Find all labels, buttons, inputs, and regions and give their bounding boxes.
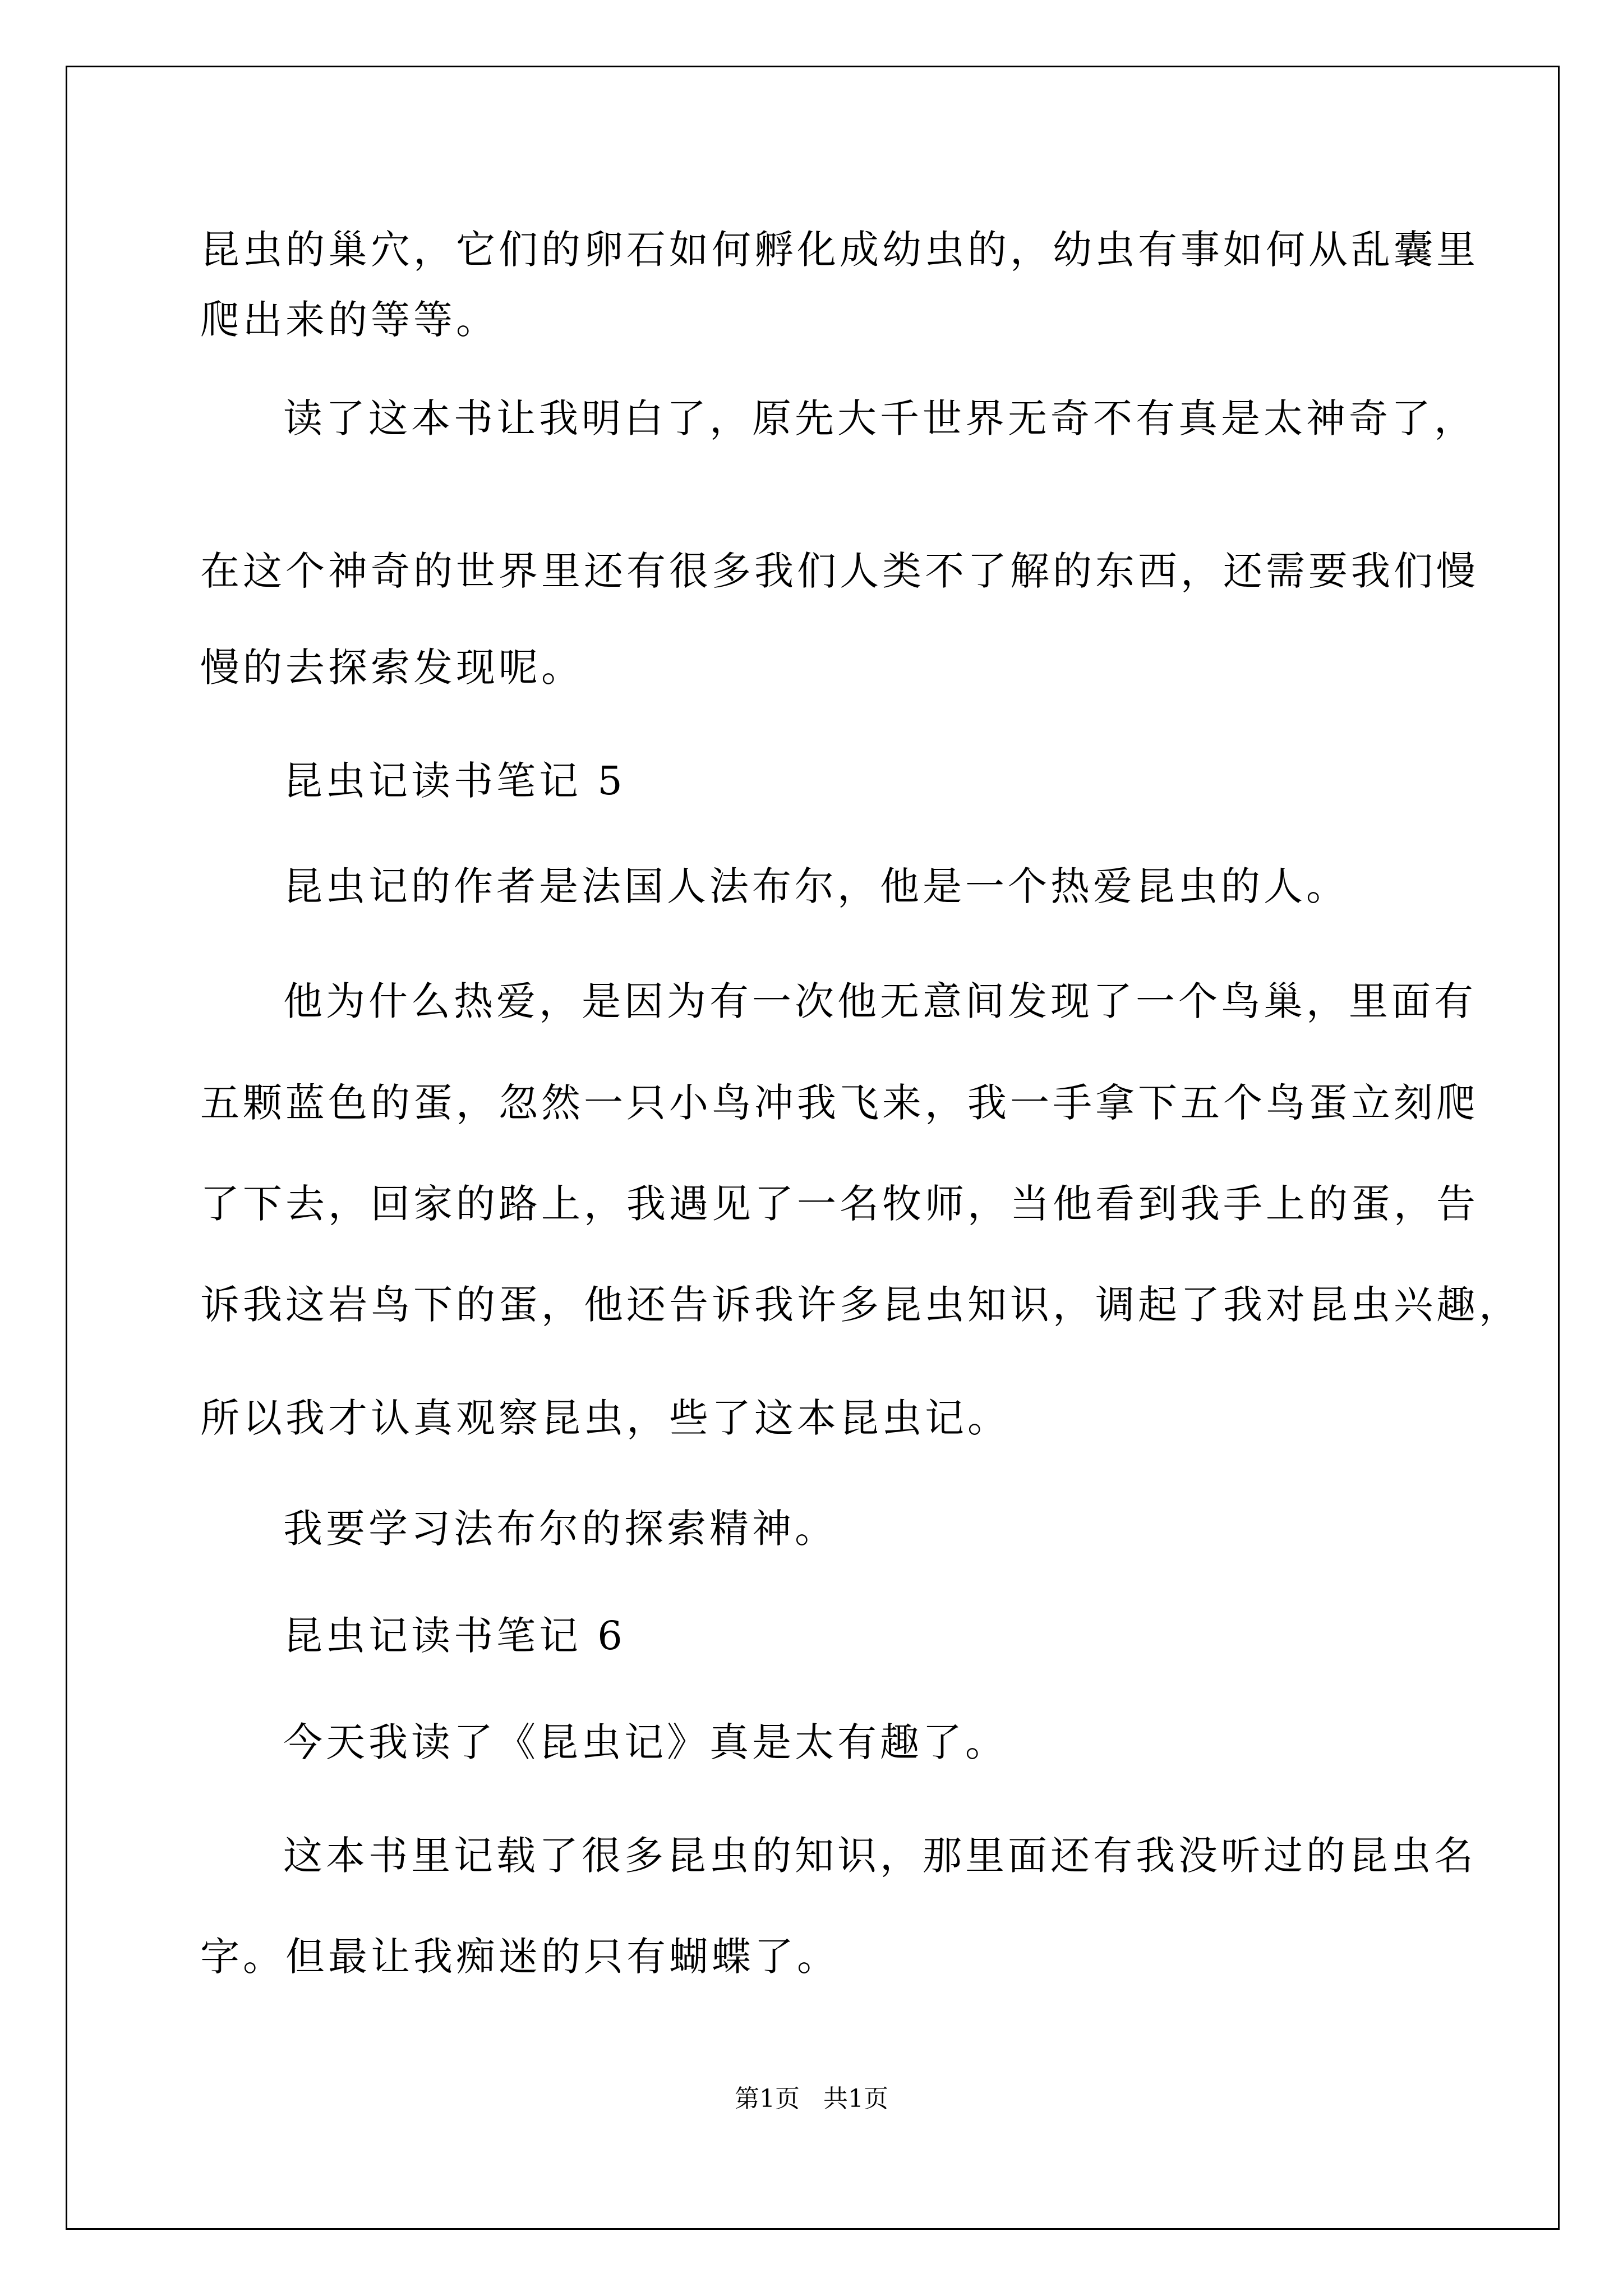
paragraph-start-line: 昆虫记的作者是法国人法布尔，他是一个热爱昆虫的人。 [283,863,1349,909]
text-line: 昆虫的巢穴，它们的卵石如何孵化成幼虫的，幼虫有事如何从乱囊里 [200,227,1479,273]
page-footer: 第1页 共1页 [735,2085,888,2113]
text-line: 诉我这岩鸟下的蛋，他还告诉我许多昆虫知识，调起了我对昆虫兴趣， [200,1282,1521,1328]
text-line: 了下去，回家的路上，我遇见了一名牧师，当他看到我手上的蛋，告 [200,1181,1479,1227]
paragraph-start-line: 我要学习法布尔的探索精神。 [283,1506,837,1552]
section-heading-6: 昆虫记读书笔记 6 [283,1613,626,1659]
text-line: 爬出来的等等。 [200,297,499,343]
paragraph-start-line: 这本书里记载了很多昆虫的知识，那里面还有我没听过的昆虫名 [283,1833,1477,1879]
paragraph-start-line: 他为什么热爱，是因为有一次他无意间发现了一个鸟巢，里面有 [283,978,1477,1024]
section-heading-5: 昆虫记读书笔记 5 [283,758,626,804]
text-line: 在这个神奇的世界里还有很多我们人类不了解的东西，还需要我们慢 [200,548,1479,594]
paragraph-start-line: 读了这本书让我明白了，原先大千世界无奇不有真是太神奇了， [283,395,1477,441]
text-line: 所以我才认真观察昆虫，些了这本昆虫记。 [200,1395,1010,1441]
text-line: 慢的去探索发现呢。 [200,645,584,691]
text-line: 五颗蓝色的蛋，忽然一只小鸟冲我飞来，我一手拿下五个鸟蛋立刻爬 [200,1080,1479,1126]
text-line: 字。但最让我痴迷的只有蝴蝶了。 [200,1934,840,1980]
paragraph-start-line: 今天我读了《昆虫记》真是太有趣了。 [283,1719,1008,1765]
